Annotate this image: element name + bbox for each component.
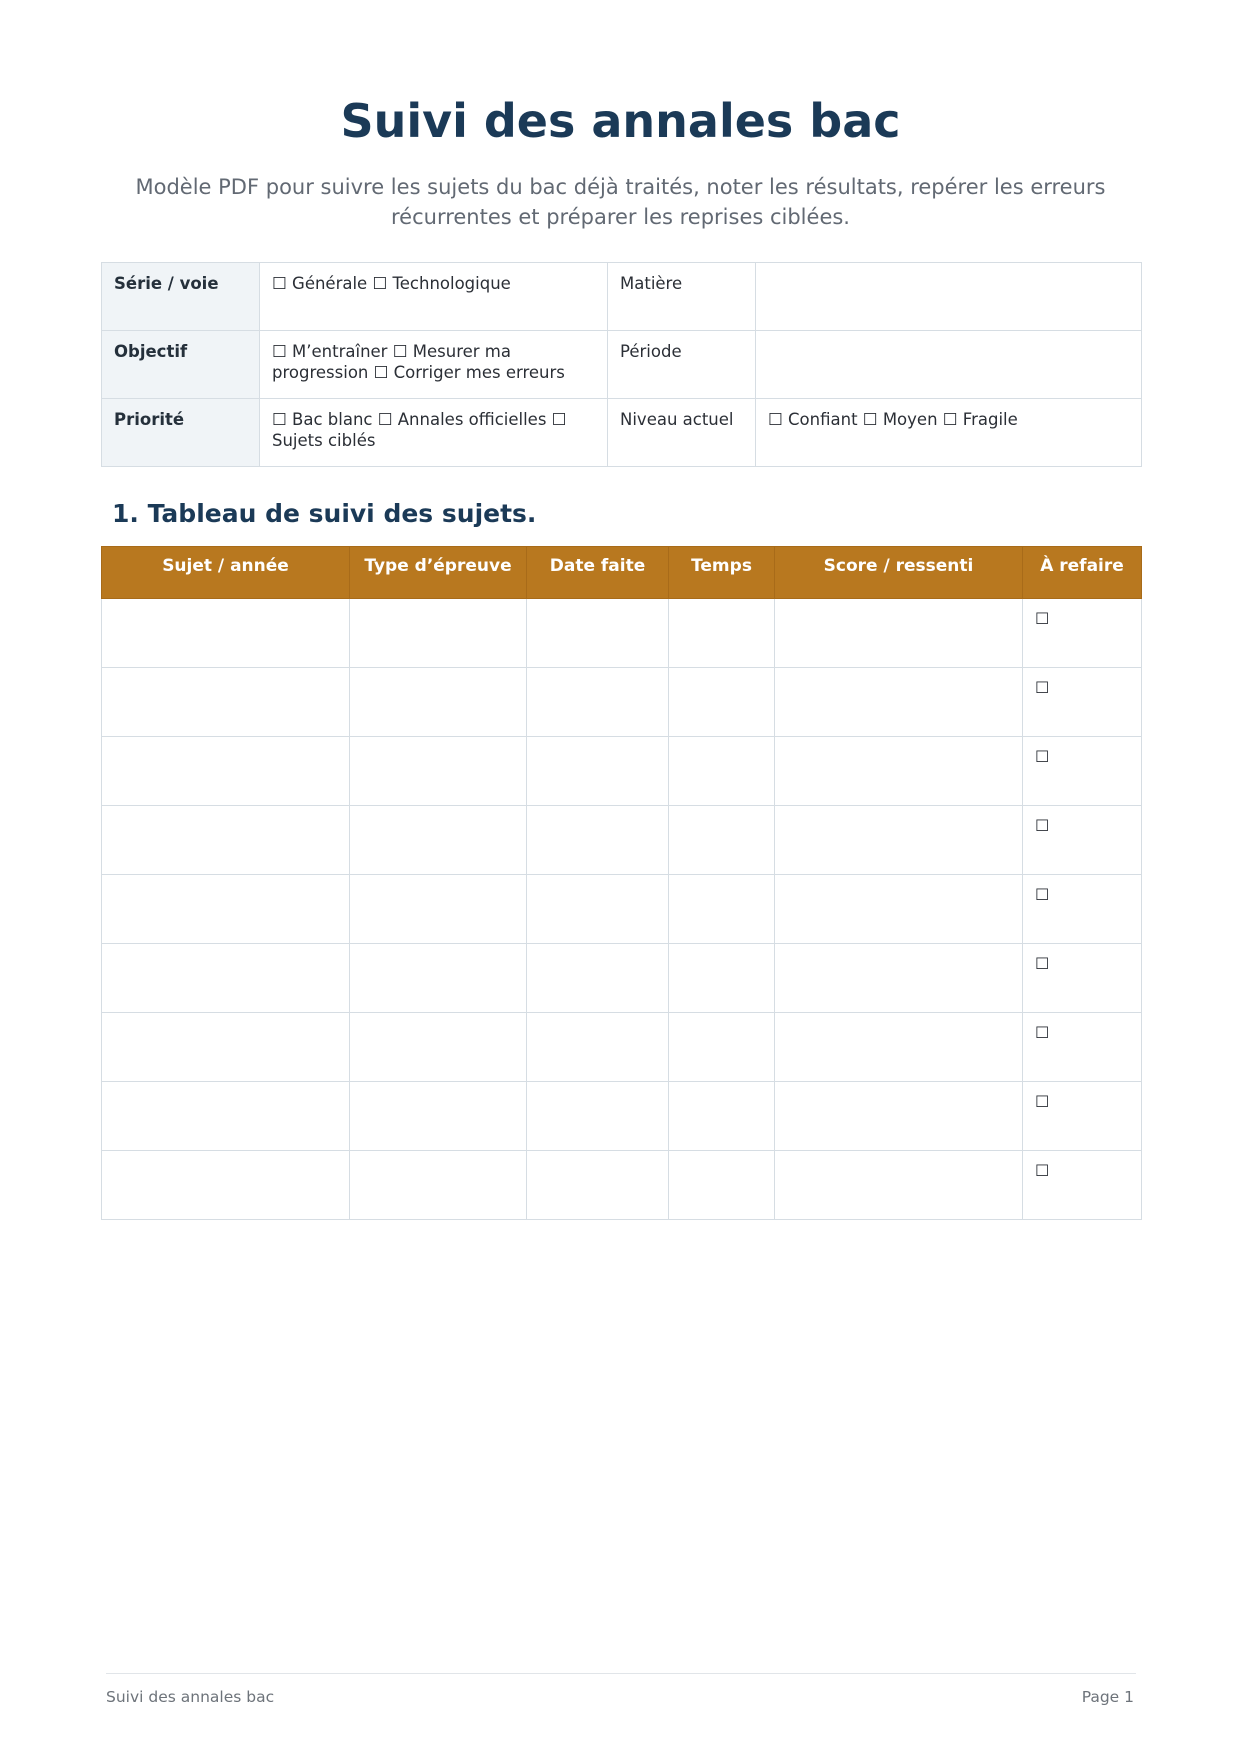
- refaire-checkbox[interactable]: ☐: [1023, 1082, 1142, 1151]
- refaire-checkbox[interactable]: ☐: [1023, 806, 1142, 875]
- col-header-sujet: Sujet / année: [102, 547, 350, 599]
- sujet-cell[interactable]: [102, 875, 350, 944]
- temps-cell[interactable]: [669, 944, 775, 1013]
- score-cell[interactable]: [775, 944, 1023, 1013]
- info-row-priorite: [102, 399, 1142, 467]
- score-cell[interactable]: [775, 599, 1023, 668]
- temps-cell[interactable]: [669, 737, 775, 806]
- temps-cell[interactable]: [669, 599, 775, 668]
- type-cell[interactable]: [350, 737, 527, 806]
- score-cell[interactable]: [775, 737, 1023, 806]
- date-cell[interactable]: [527, 737, 669, 806]
- section-heading: 1. Tableau de suivi des sujets.: [112, 499, 537, 528]
- footer-title: Suivi des annales bac: [106, 1688, 275, 1706]
- type-cell[interactable]: [350, 1013, 527, 1082]
- refaire-checkbox[interactable]: ☐: [1023, 668, 1142, 737]
- sujet-cell[interactable]: [102, 599, 350, 668]
- type-cell[interactable]: [350, 1082, 527, 1151]
- temps-cell[interactable]: [669, 1151, 775, 1220]
- type-cell[interactable]: [350, 1151, 527, 1220]
- table-row: [102, 944, 1142, 1013]
- table-row: [102, 737, 1142, 806]
- type-cell[interactable]: [350, 668, 527, 737]
- table-row: [102, 875, 1142, 944]
- score-cell[interactable]: [775, 1013, 1023, 1082]
- refaire-checkbox[interactable]: ☐: [1023, 737, 1142, 806]
- info-row-serie: [102, 263, 1142, 331]
- serie-options[interactable]: ☐ Générale ☐ Technologique: [260, 263, 608, 331]
- niveau-label: Niveau actuel: [608, 399, 756, 467]
- tracking-header-row: [102, 547, 1142, 599]
- page-number: Page 1: [1081, 1688, 1134, 1706]
- sujet-cell[interactable]: [102, 668, 350, 737]
- table-row: [102, 1013, 1142, 1082]
- priorite-label: Priorité: [102, 399, 260, 467]
- temps-cell[interactable]: [669, 1082, 775, 1151]
- type-cell[interactable]: [350, 875, 527, 944]
- periode-label: Période: [608, 331, 756, 399]
- sujet-cell[interactable]: [102, 1151, 350, 1220]
- footer-divider: [106, 1673, 1136, 1674]
- date-cell[interactable]: [527, 1082, 669, 1151]
- type-cell[interactable]: [350, 806, 527, 875]
- score-cell[interactable]: [775, 875, 1023, 944]
- date-cell[interactable]: [527, 875, 669, 944]
- type-cell[interactable]: [350, 944, 527, 1013]
- table-row: [102, 1151, 1142, 1220]
- score-cell[interactable]: [775, 806, 1023, 875]
- table-row: [102, 806, 1142, 875]
- info-table: [101, 262, 1142, 467]
- periode-field[interactable]: [756, 331, 1142, 399]
- temps-cell[interactable]: [669, 668, 775, 737]
- page-title: Suivi des annales bac: [340, 94, 901, 148]
- score-cell[interactable]: [775, 668, 1023, 737]
- temps-cell[interactable]: [669, 875, 775, 944]
- date-cell[interactable]: [527, 668, 669, 737]
- col-header-date: Date faite: [527, 547, 669, 599]
- score-cell[interactable]: [775, 1082, 1023, 1151]
- temps-cell[interactable]: [669, 806, 775, 875]
- col-header-type: Type d’épreuve: [350, 547, 527, 599]
- refaire-checkbox[interactable]: ☐: [1023, 1151, 1142, 1220]
- col-header-refaire: À refaire: [1023, 547, 1142, 599]
- page-subtitle: Modèle PDF pour suivre les sujets du bac déjà traités, noter les résultats, repérer les erreurs récurrentes et préparer les reprises ciblées.: [135, 175, 1106, 229]
- matiere-label: Matière: [608, 263, 756, 331]
- date-cell[interactable]: [527, 806, 669, 875]
- objectif-options[interactable]: ☐ M’entraîner ☐ Mesurer ma progression ☐ Corriger mes erreurs: [260, 331, 608, 399]
- sujet-cell[interactable]: [102, 737, 350, 806]
- table-row: [102, 1082, 1142, 1151]
- sujet-cell[interactable]: [102, 806, 350, 875]
- date-cell[interactable]: [527, 1151, 669, 1220]
- priorite-options[interactable]: ☐ Bac blanc ☐ Annales officielles ☐ Sujets ciblés: [260, 399, 608, 467]
- sujet-cell[interactable]: [102, 1082, 350, 1151]
- date-cell[interactable]: [527, 1013, 669, 1082]
- table-row: [102, 599, 1142, 668]
- date-cell[interactable]: [527, 944, 669, 1013]
- score-cell[interactable]: [775, 1151, 1023, 1220]
- date-cell[interactable]: [527, 599, 669, 668]
- refaire-checkbox[interactable]: ☐: [1023, 1013, 1142, 1082]
- sujet-cell[interactable]: [102, 1013, 350, 1082]
- niveau-options[interactable]: ☐ Confiant ☐ Moyen ☐ Fragile: [756, 399, 1142, 467]
- col-header-temps: Temps: [669, 547, 775, 599]
- sujet-cell[interactable]: [102, 944, 350, 1013]
- table-row: [102, 668, 1142, 737]
- refaire-checkbox[interactable]: ☐: [1023, 599, 1142, 668]
- type-cell[interactable]: [350, 599, 527, 668]
- refaire-checkbox[interactable]: ☐: [1023, 875, 1142, 944]
- temps-cell[interactable]: [669, 1013, 775, 1082]
- col-header-score: Score / ressenti: [775, 547, 1023, 599]
- refaire-checkbox[interactable]: ☐: [1023, 944, 1142, 1013]
- serie-label: Série / voie: [102, 263, 260, 331]
- objectif-label: Objectif: [102, 331, 260, 399]
- info-row-objectif: [102, 331, 1142, 399]
- tracking-table: [101, 546, 1142, 1220]
- matiere-field[interactable]: [756, 263, 1142, 331]
